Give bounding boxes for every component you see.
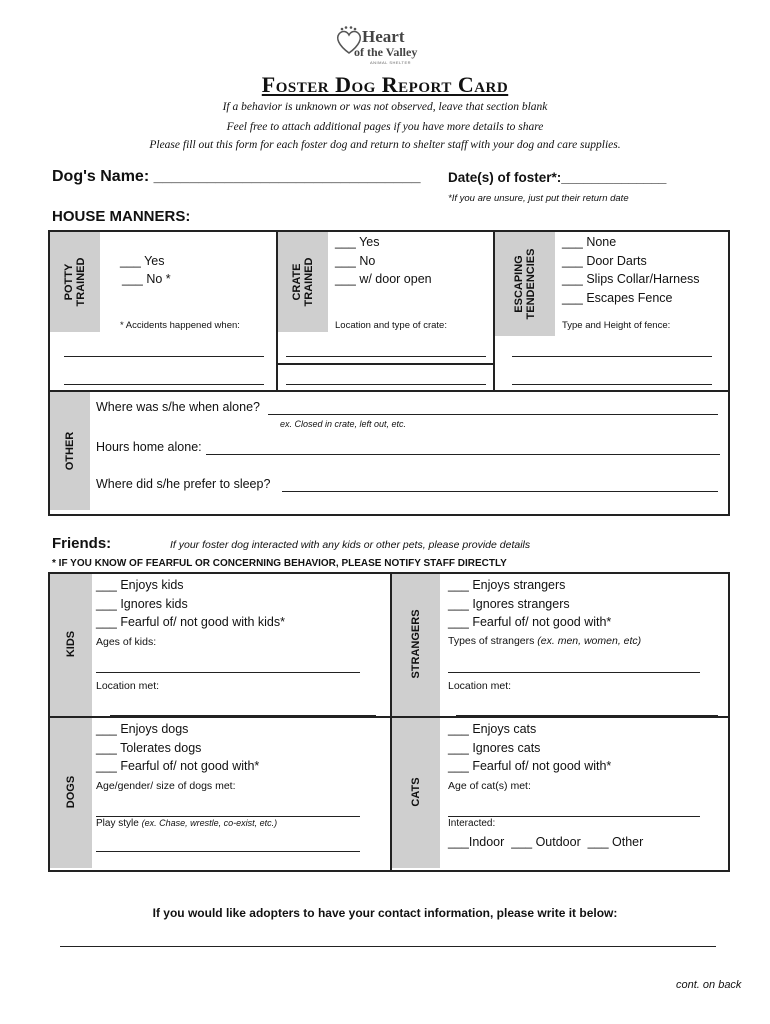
potty-answer-line[interactable] [64, 356, 264, 357]
potty-yes-option[interactable]: ___ Yes [120, 254, 165, 268]
contact-prompt: If you would like adopters to have your contact information, please write it below: [152, 906, 618, 920]
sleep-label: Where did s/he prefer to sleep? [96, 477, 271, 491]
strangers-location-line[interactable] [456, 715, 718, 716]
cats-interacted-options[interactable]: ___Indoor ___ Outdoor ___ Other [448, 835, 644, 849]
dog-name-field[interactable]: Dog's Name: ______________________________ [52, 168, 421, 185]
escape-door-darts-option[interactable]: ___ Door Darts [562, 254, 647, 268]
house-manners-table [48, 230, 730, 516]
crate-answer-line[interactable] [286, 356, 486, 357]
kids-location-label: Location met: [96, 680, 160, 692]
logo-line2: of the Valley [354, 45, 418, 59]
logo-tagline: ANIMAL SHELTER [370, 60, 412, 65]
escaping-note: Type and Height of fence: [562, 320, 671, 331]
crate-trained-tab: CRATE TRAINED [278, 232, 328, 332]
cats-enjoys-option[interactable]: ___ Enjoys cats [448, 722, 537, 736]
cats-ignores-option[interactable]: ___ Ignores cats [448, 741, 541, 755]
shelter-logo [330, 22, 440, 68]
house-manners-heading: HOUSE MANNERS: [52, 208, 191, 225]
potty-answer-line[interactable] [64, 384, 264, 385]
strangers-fearful-option[interactable]: ___ Fearful of/ not good with* [448, 615, 612, 629]
friends-table [48, 572, 730, 872]
dogs-play-line[interactable] [96, 851, 360, 852]
dogs-enjoys-option[interactable]: ___ Enjoys dogs [96, 722, 189, 736]
potty-note: * Accidents happened when: [120, 320, 240, 331]
logo-line1: Heart [362, 27, 405, 46]
alone-answer-line[interactable] [268, 414, 718, 415]
crate-yes-option[interactable]: ___ Yes [335, 235, 380, 249]
escaping-tendencies-tab: ESCAPING TENDENCIES [495, 232, 555, 336]
cats-tab: CATS [392, 718, 440, 868]
page-title: Foster Dog Report Card [261, 72, 509, 97]
crate-note: Location and type of crate: [335, 320, 447, 331]
kids-ages-label: Ages of kids: [96, 636, 157, 648]
cats-age-label: Age of cat(s) met: [448, 780, 531, 792]
strangers-location-label: Location met: [448, 680, 512, 692]
hours-alone-label: Hours home alone: [96, 440, 202, 454]
cats-interacted-label: Interacted: [448, 818, 496, 829]
friends-warning: * IF YOU KNOW OF FEARFUL OR CONCERNING BEHAVIOR, PLEASE NOTIFY STAFF DIRECTLY [52, 558, 507, 569]
dogs-tolerates-option[interactable]: ___ Tolerates dogs [96, 741, 202, 755]
friends-intro: If your foster dog interacted with any kids or other pets, please provide details [170, 539, 531, 551]
dogs-play-label: Play style (ex. Chase, wrestle, co-exist, etc.) [96, 818, 278, 829]
kids-ages-line[interactable] [96, 672, 360, 673]
continued-note: cont. on back [676, 979, 742, 991]
other-tab: OTHER [50, 392, 90, 510]
fence-answer-line[interactable] [512, 384, 712, 385]
foster-dates-note: *If you are unsure, just put their return date [448, 193, 629, 204]
dogs-fearful-option[interactable]: ___ Fearful of/ not good with* [96, 759, 260, 773]
crate-no-option[interactable]: ___ No [335, 254, 376, 268]
dogs-tab: DOGS [50, 718, 92, 868]
dogs-details-label: Age/gender/ size of dogs met: [96, 780, 236, 792]
strangers-types-line[interactable] [448, 672, 700, 673]
potty-no-option[interactable]: ___ No * [122, 272, 171, 286]
fence-answer-line[interactable] [512, 356, 712, 357]
foster-dates-field[interactable]: Date(s) of foster*:______________ [448, 170, 667, 185]
strangers-ignores-option[interactable]: ___ Ignores strangers [448, 597, 570, 611]
instruction-1: If a behavior is unknown or was not observed, leave that section blank [222, 101, 548, 113]
kids-ignores-option[interactable]: ___ Ignores kids [96, 597, 188, 611]
contact-info-line[interactable] [60, 946, 716, 947]
kids-location-line[interactable] [110, 715, 376, 716]
hours-alone-line[interactable] [206, 454, 720, 455]
instruction-2: Feel free to attach additional pages if you have more details to share [226, 121, 544, 133]
sleep-answer-line[interactable] [282, 491, 718, 492]
potty-trained-tab: POTTY TRAINED [50, 232, 100, 332]
friends-heading: Friends: [52, 535, 112, 552]
alone-label: Where was s/he when alone? [96, 400, 260, 414]
escape-fence-option[interactable]: ___ Escapes Fence [562, 291, 673, 305]
kids-tab: KIDS [50, 574, 92, 716]
crate-door-open-option[interactable]: ___ w/ door open [335, 272, 432, 286]
alone-hint: ex. Closed in crate, left out, etc. [280, 419, 407, 429]
instruction-3: Please fill out this form for each foster dog and return to shelter staff with your dog and care supplies. [149, 139, 621, 151]
cats-age-line[interactable] [448, 816, 700, 817]
dogs-details-line[interactable] [96, 816, 360, 817]
strangers-enjoys-option[interactable]: ___ Enjoys strangers [448, 578, 566, 592]
strangers-types-label: Types of strangers (ex. men, women, etc) [448, 635, 642, 647]
escape-slips-collar-option[interactable]: ___ Slips Collar/Harness [562, 272, 700, 286]
kids-fearful-option[interactable]: ___ Fearful of/ not good with kids* [96, 615, 286, 629]
kids-enjoys-option[interactable]: ___ Enjoys kids [96, 578, 184, 592]
strangers-tab: STRANGERS [392, 574, 440, 716]
crate-answer-line[interactable] [286, 384, 486, 385]
cats-fearful-option[interactable]: ___ Fearful of/ not good with* [448, 759, 612, 773]
escape-none-option[interactable]: ___ None [562, 235, 617, 249]
